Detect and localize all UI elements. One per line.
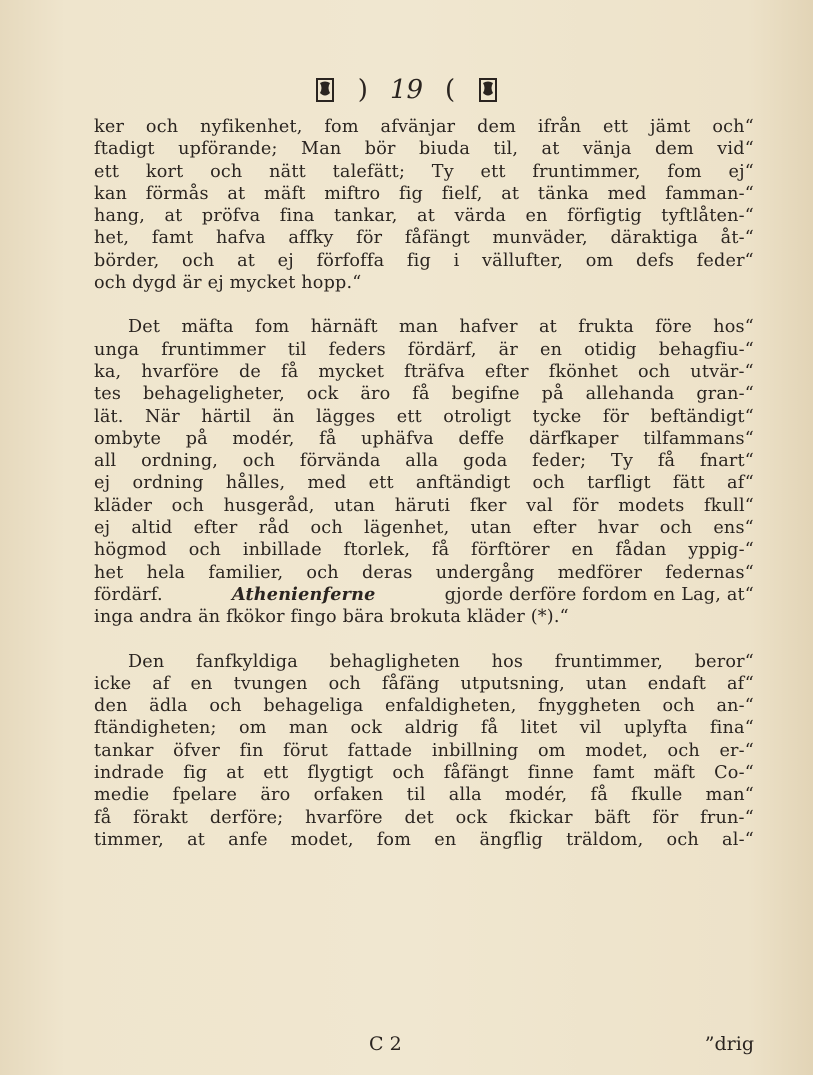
left-ornament-icon bbox=[314, 76, 336, 104]
text-line: tankar öfver fin förut fattade inbillning om modet, och er-“ bbox=[94, 740, 754, 761]
text-line: inga andra än fkökor fingo bära brokuta kläder (*).“ bbox=[94, 607, 569, 628]
text-line: tes behageligheter, ock äro få begifne på allehanda gran-“ bbox=[94, 384, 754, 405]
paragraph bbox=[94, 116, 754, 294]
text-line: ombyte på modér, få uphäfva deffe därfkaper tilfammans“ bbox=[94, 428, 754, 449]
text-line: kläder och husgeråd, utan häruti fker val för modets fkull“ bbox=[94, 495, 754, 516]
text-line: få förakt derföre; hvarföre det ock fkickar bäft för frun-“ bbox=[94, 807, 754, 828]
text-line: unga fruntimmer til feders fördärf, är en otidig behagfiu-“ bbox=[94, 339, 754, 360]
text-line: indrade fig at ett flygtigt och fåfängt finne famt mäft Co-“ bbox=[94, 763, 754, 784]
text-line: högmod och inbillade ftorlek, få förftörer en fådan yppig-“ bbox=[94, 540, 754, 561]
page-footer bbox=[94, 1033, 754, 1059]
text-line: kan förmås at mäft miftro fig fielf, at tänka med famman-“ bbox=[94, 183, 754, 204]
text-line: lät. När härtil än lägges ett otroligt tycke för beftändigt“ bbox=[94, 406, 754, 427]
right-ornament-icon bbox=[477, 76, 499, 104]
body-text bbox=[94, 116, 754, 851]
paragraph bbox=[94, 651, 754, 852]
catchword: ”drig bbox=[704, 1033, 754, 1055]
text-line: Den fanfkyldiga behagligheten hos fruntimmer, beror“ bbox=[128, 651, 754, 672]
text-line: icke af en tvungen och fåfäng utputsning, utan endaft af“ bbox=[94, 673, 754, 694]
text-line: ej ordning hålles, med ett anftändigt och tarfligt fätt af“ bbox=[94, 473, 754, 494]
italic-name: Athenienferne bbox=[231, 583, 376, 605]
text-line: timmer, at anfe modet, fom en ängflig träldom, och al-“ bbox=[94, 829, 754, 850]
page-header bbox=[0, 70, 813, 110]
header-right-paren: ( bbox=[445, 75, 456, 105]
text-line bbox=[94, 584, 754, 606]
header-left-paren: ) bbox=[357, 75, 368, 105]
text-line: ftändigheten; om man ock aldrig få litet vil uplyfta fina“ bbox=[94, 718, 754, 739]
text-line: ett kort och nätt talefätt; Ty ett fruntimmer, fom ej“ bbox=[94, 161, 754, 182]
text-line: ftadigt upförande; Man bör biuda til, at vänja dem vid“ bbox=[94, 139, 754, 160]
text-line: ker och nyfikenhet, fom afvänjar dem ifrån ett jämt och“ bbox=[94, 117, 754, 137]
line-start: fördärf. bbox=[94, 584, 163, 605]
text-line: het, famt hafva affky för fåfängt munväder, däraktiga åt-“ bbox=[94, 228, 754, 249]
text-line: hang, at pröfva fina tankar, at värda en förfigtig tyftlåten-“ bbox=[94, 206, 754, 227]
paragraph bbox=[94, 316, 754, 628]
text-line: börder, och at ej förfoffa fig i vällufter, om defs feder“ bbox=[94, 250, 754, 271]
text-line: den ädla och behageliga enfaldigheten, fnyggheten och an-“ bbox=[94, 696, 754, 717]
signature-mark: C 2 bbox=[369, 1033, 402, 1055]
text-line: Det mäfta fom härnäft man hafver at frukta före hos“ bbox=[128, 317, 754, 338]
text-line: ej altid efter råd och lägenhet, utan efter hvar och ens“ bbox=[94, 518, 754, 539]
text-line: all ordning, och förvända alla goda feder; Ty få fnart“ bbox=[94, 451, 754, 472]
page-number: 19 bbox=[389, 75, 424, 105]
text-line: medie fpelare äro orfaken til alla modér, få fkulle man“ bbox=[94, 785, 754, 806]
text-line: het hela familier, och deras undergång medförer federnas“ bbox=[94, 562, 754, 583]
text-line: och dygd är ej mycket hopp.“ bbox=[94, 273, 362, 294]
line-end: gjorde derföre fordom en Lag, at“ bbox=[444, 584, 754, 605]
text-line: ka, hvarföre de få mycket fträfva efter fkönhet och utvär-“ bbox=[94, 361, 754, 382]
